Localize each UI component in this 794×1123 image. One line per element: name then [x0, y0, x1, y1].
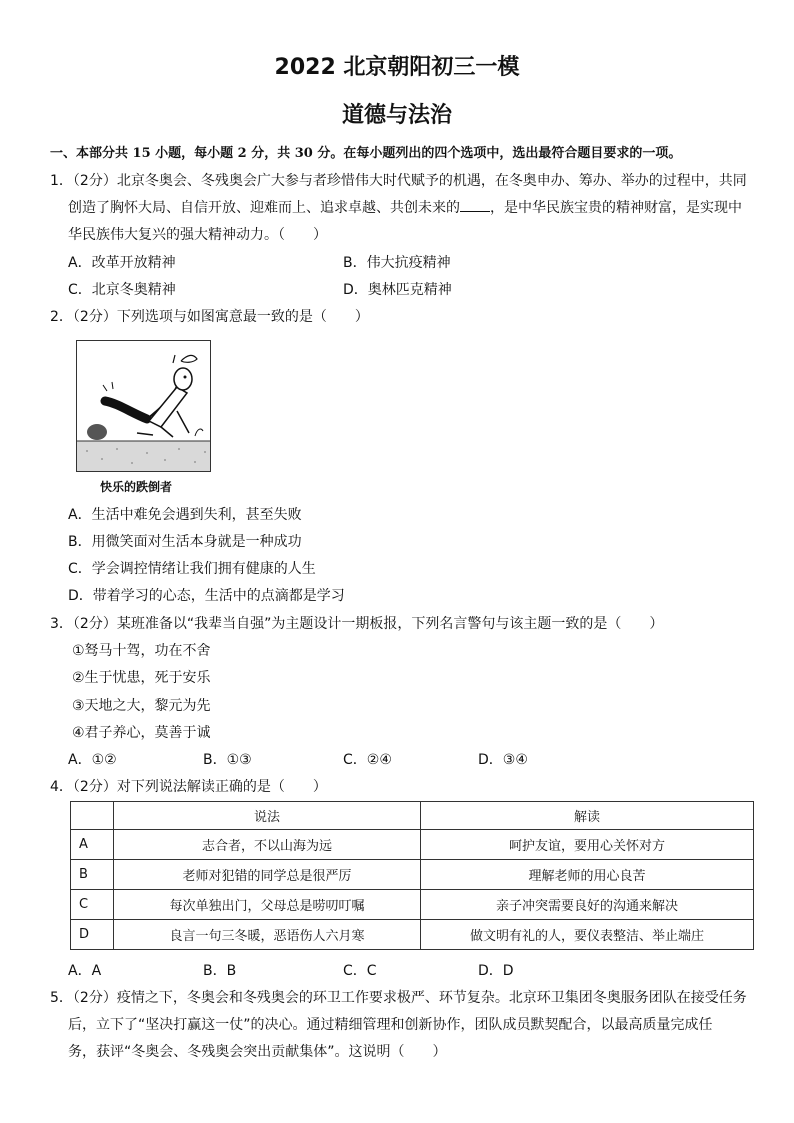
interpretation-table [70, 801, 754, 950]
q3-item-4: ④君子养心，莫善于诚 [72, 725, 211, 741]
row-interpretation: 理解老师的用心良苦 [421, 860, 754, 890]
q1-line2 [68, 197, 742, 217]
row-label: D [71, 920, 114, 950]
q2-stem: 2．（2分）下列选项与如图寓意最一致的是（ ） [50, 309, 369, 325]
q3-option-a[interactable]: A．①② [68, 752, 117, 768]
row-interpretation: 亲子冲突需要良好的沟通来解决 [421, 890, 754, 920]
q1-line2-start: 创造了胸怀大局、自信开放、迎难而上、追求卓越、共创未来的 [68, 200, 460, 216]
q4-option-d[interactable]: D．D [478, 963, 514, 979]
row-label: B [71, 860, 114, 890]
row-interpretation: 呵护友谊，要用心关怀对方 [421, 830, 754, 860]
row-statement: 老师对犯错的同学总是很严厉 [114, 860, 421, 890]
fill-blank [460, 197, 490, 212]
page-title: 2022 北京朝阳初三一模 [274, 55, 520, 80]
q3-option-b[interactable]: B．①③ [203, 752, 252, 768]
table-row [71, 830, 754, 860]
table-header-row [71, 802, 754, 830]
section-instruction: 一、本部分共 15 小题，每小题 2 分，共 30 分。在每小题列出的四个选项中，选出最符合题目要求的一项。 [50, 146, 682, 161]
q2-option-d[interactable]: D．带着学习的心态，生活中的点滴都是学习 [68, 588, 345, 604]
subject-title: 道德与法治 [341, 103, 452, 128]
q1-option-b[interactable]: B．伟大抗疫精神 [343, 255, 451, 271]
row-statement: 每次单独出门，父母总是唠叨叮嘱 [114, 890, 421, 920]
q2-option-b[interactable]: B．用微笑面对生活本身就是一种成功 [68, 534, 302, 550]
q3-item-2: ②生于忧患，死于安乐 [72, 670, 211, 686]
q5-line3: 务，获评“冬奥会、冬残奥会突出贡献集体”。这说明（ ） [68, 1044, 447, 1060]
q1-line2-end: ，是中华民族宝贵的精神财富，是实现中 [490, 200, 742, 216]
row-statement: 志合者，不以山海为远 [114, 830, 421, 860]
q1-line3: 华民族伟大复兴的强大精神动力。（ ） [68, 227, 327, 243]
q3-option-c[interactable]: C．②④ [343, 752, 392, 768]
q4-option-c[interactable]: C．C [343, 963, 377, 979]
row-interpretation: 做文明有礼的人，要仪表整洁、举止端庄 [421, 920, 754, 950]
q5-line2: 后，立下了“坚决打赢这一仗”的决心。通过精细管理和创新协作，团队成员默契配合，以最高质量完成任 [68, 1017, 713, 1033]
q3-item-3: ③天地之大，黎元为先 [72, 698, 211, 714]
q3-item-1: ①驽马十驾，功在不舍 [72, 643, 211, 659]
table-row [71, 860, 754, 890]
q4-stem: 4．（2分）对下列说法解读正确的是（ ） [50, 779, 327, 795]
table-row [71, 890, 754, 920]
q1-option-c[interactable]: C．北京冬奥精神 [68, 282, 176, 298]
row-label: A [71, 830, 114, 860]
q1-option-d[interactable]: D．奥林匹克精神 [343, 282, 452, 298]
q4-option-b[interactable]: B．B [203, 963, 237, 979]
table-header-statement: 说法 [114, 802, 421, 830]
table-header-interpretation: 解读 [421, 802, 754, 830]
q2-option-c[interactable]: C．学会调控情绪让我们拥有健康的人生 [68, 561, 316, 577]
table-header-blank [71, 802, 114, 830]
q3-option-d[interactable]: D．③④ [478, 752, 528, 768]
q4-option-a[interactable]: A．A [68, 963, 102, 979]
q3-stem: 3．（2分）某班准备以“我辈当自强”为主题设计一期板报，下列名言警句与该主题一致的是（ ） [50, 616, 664, 632]
cartoon-caption: 快乐的跌倒者 [100, 480, 173, 494]
q5-line1: 5．（2分）疫情之下，冬奥会和冬残奥会的环卫工作要求极严、环节复杂。北京环卫集团冬奥服务团队在接受任务 [50, 990, 747, 1006]
cartoon-image [76, 340, 211, 472]
q1-line1: 1．（2分）北京冬奥会、冬残奥会广大参与者珍惜伟大时代赋予的机遇，在冬奥申办、筹办、举办的过程中，共同 [50, 173, 747, 189]
q2-option-a[interactable]: A．生活中难免会遇到失利，甚至失败 [68, 507, 302, 523]
row-statement: 良言一句三冬暖，恶语伤人六月寒 [114, 920, 421, 950]
table-row [71, 920, 754, 950]
row-label: C [71, 890, 114, 920]
q1-option-a[interactable]: A．改革开放精神 [68, 255, 176, 271]
falling-person-illustration [77, 341, 210, 471]
